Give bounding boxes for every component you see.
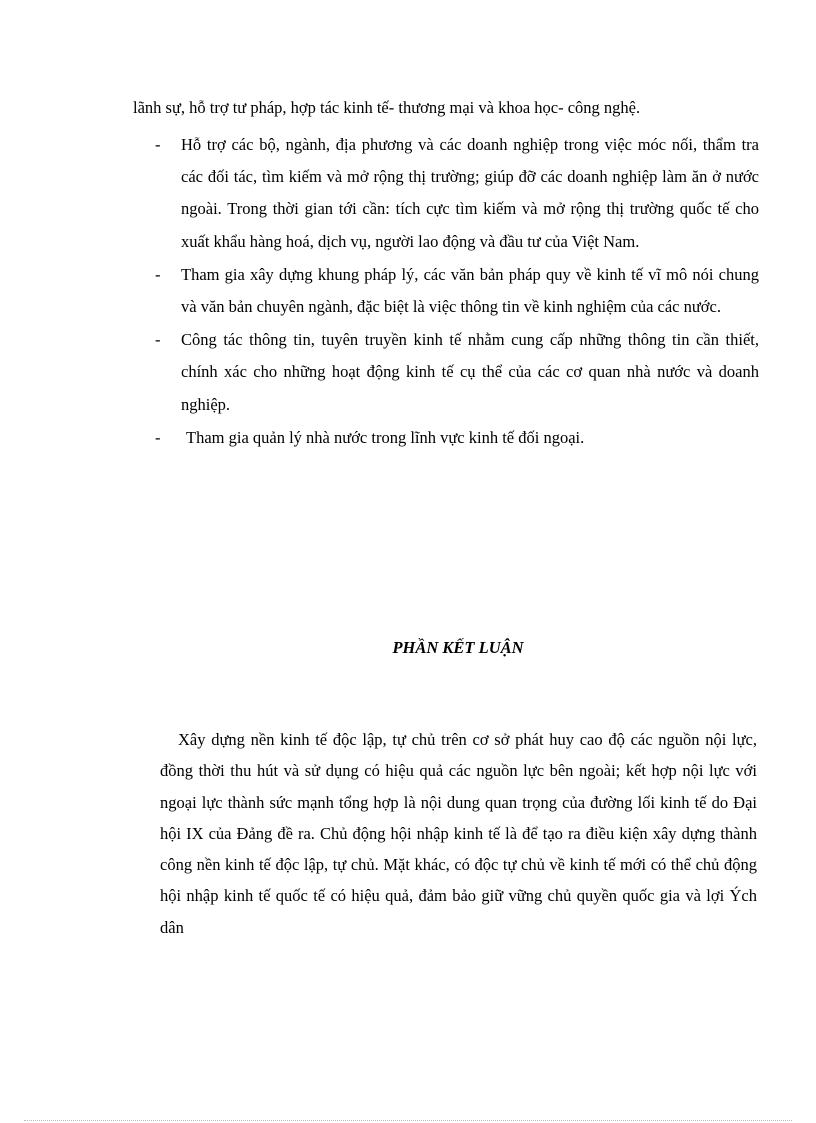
bullet-marker: - [155, 427, 161, 447]
bullet-marker: - [155, 264, 161, 284]
conclusion-paragraph: Xây dựng nền kinh tế độc lập, tự chủ trên cơ sở phát huy cao độ các nguồn nội lực, đồng thời thu hút và sử dụng có hiệu quả các nguồn lực bên ngoài; kết hợp nội lực với ngoại lực thành sức mạnh tổng hợp là nội dung quan trọng của đường lối kinh tế do Đại hội IX của Đảng đề ra. Chủ động hội nhập kinh tế là để tạo ra điều kiện xây dựng thành công nền kinh tế độc lập, tự chủ. Mặt khác, có độc tự chủ về kinh tế mới có thể chủ động hội nhập kinh tế quốc tế có hiệu quả, đảm bảo giữ vững chủ quyền quốc gia và lợi Ých dân [160, 730, 757, 937]
intro-text-line: lãnh sự, hỗ trợ tư pháp, hợp tác kinh tế- thương mại và khoa học- công nghệ. [133, 98, 641, 117]
bullet-marker: - [155, 135, 161, 154]
page-bottom-divider [24, 1120, 792, 1121]
bullet-text: Hỗ trợ các bộ, ngành, địa phương và các doanh nghiệp trong việc móc nối, thẩm tra các đối tác, tìm kiếm và mở rộng thị trường; giúp đỡ các doanh nghiệp làm ăn ở nước ngoài. Trong thời gian tới cần: tích cực tìm kiếm và mở rộng thị trường quốc tế cho xuất khẩu hàng hoá, dịch vụ, người lao động và đầu tư của Việt Nam. [181, 135, 759, 251]
bullet-list [153, 129, 759, 455]
bullet-item [153, 259, 759, 323]
bullet-text: Tham gia xây dựng khung pháp lý, các văn bản pháp quy về kinh tế vĩ mô nói chung và văn bản chuyên ngành, đặc biệt là việc thông tin về kinh nghiệm của các nước. [181, 264, 759, 317]
bullet-text: Tham gia quản lý nhà nước trong lĩnh vực kinh tế đối ngoại. [186, 427, 585, 447]
bullet-marker: - [155, 330, 161, 350]
bullet-item [153, 422, 759, 454]
bullet-item [153, 129, 759, 258]
section-heading: PHẦN KẾT LUẬN [392, 638, 524, 657]
bullet-item [153, 324, 759, 421]
bullet-text: Công tác thông tin, tuyên truyền kinh tế nhằm cung cấp những thông tin cần thiết, chính xác cho những hoạt động kinh tế cụ thể của các cơ quan nhà nước và doanh nghiệp. [181, 330, 759, 414]
